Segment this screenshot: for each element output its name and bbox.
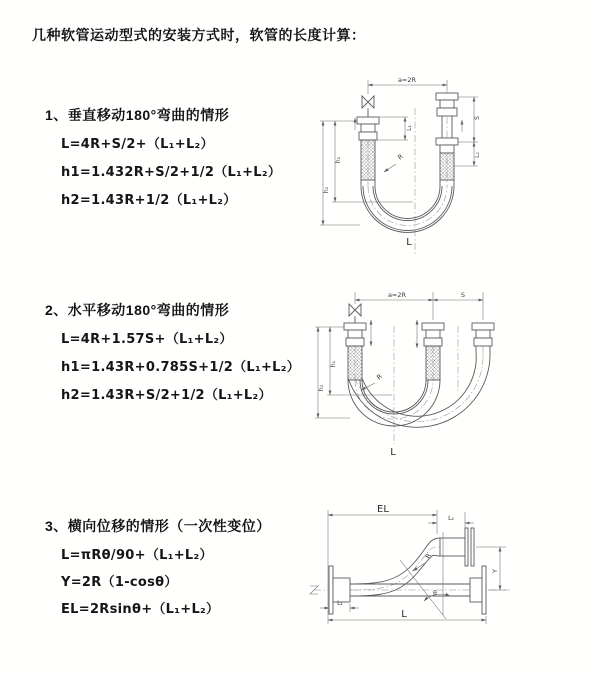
formula-s2-L: L=4R+1.57S+（L₁+L₂）: [61, 332, 233, 347]
dim-label-y: Y: [491, 569, 499, 573]
d3-radius-callout: [413, 552, 433, 571]
dim-label-L: L: [401, 609, 407, 620]
d1-dim-a2r: [368, 76, 447, 94]
d3-dim-el: [328, 504, 437, 624]
d2-left-pipe: [344, 323, 366, 380]
dim-label-l2: L₂: [474, 152, 481, 158]
dim-label-a2r: a=2R: [387, 291, 407, 299]
formula-s1-L: L=4R+S/2+（L₁+L₂）: [61, 137, 214, 152]
dim-label-L: L: [406, 237, 412, 248]
formula-s1-h2: h2=1.43R+1/2（L₁+L₂）: [61, 193, 237, 208]
dim-label-L: L: [390, 447, 396, 458]
formula-s1-h1: h1=1.432R+S/2+1/2（L₁+L₂）: [61, 165, 282, 180]
dim-label-l2: L₂: [448, 515, 454, 522]
d3-hose-curve: [350, 538, 440, 596]
formula-s3-L: L=πRθ/90+（L₁+L₂）: [61, 548, 213, 563]
formula-s2-h1: h1=1.43R+0.785S+1/2（L₁+L₂）: [61, 360, 301, 375]
d1-left-pipe: [357, 117, 379, 186]
dim-label-l1: L₁: [406, 125, 413, 131]
d1-dim-l1: [377, 117, 413, 140]
dim-label-h2: h₂: [323, 186, 330, 194]
d3-dim-l: [328, 609, 486, 624]
d1-right-pipe: [436, 93, 458, 186]
dim-label-theta: θ: [433, 590, 437, 597]
diagram-horizontal-180-bend: [305, 280, 595, 460]
d1-centerlines: [368, 90, 447, 254]
d2-valve-icon: [349, 304, 361, 323]
d2-hose-bends: [348, 352, 490, 427]
dim-label-s: S: [460, 291, 466, 299]
dim-label-h1: h₁: [335, 156, 342, 164]
d3-upper-fitting: [440, 528, 474, 566]
section-3-heading: 3、横向位移的情形（一次性变位）: [45, 518, 271, 534]
d2-centerlines: [355, 326, 483, 444]
diagram-vertical-180-bend: [310, 68, 590, 258]
section-2-heading: 2、水平移动180°弯曲的情形: [45, 302, 230, 318]
d3-dim-l1: [320, 600, 359, 612]
dim-label-r: R: [423, 552, 433, 560]
d2-dims-top: [355, 291, 483, 320]
formula-s3-EL: EL=2Rsinθ+（L₁+L₂）: [61, 602, 220, 617]
d2-middle-pipe: [422, 323, 444, 380]
dim-label-a2r: a=2R: [397, 76, 417, 84]
d1-valve-icon: [362, 96, 374, 117]
d2-radius-callout: [361, 372, 384, 390]
dim-label-h1: h₁: [330, 360, 337, 368]
d1-radius-callout: [384, 152, 405, 172]
dim-label-r: R: [396, 152, 405, 162]
formula-s2-h2: h2=1.43R+S/2+1/2（L₁+L₂）: [61, 388, 272, 403]
dim-label-l1: L₁: [337, 600, 343, 607]
d3-dim-l2: [428, 512, 474, 528]
dim-label-h2: h₂: [318, 384, 325, 392]
d3-right-fitting: [470, 566, 486, 614]
dim-label-s: S: [474, 116, 481, 120]
diagram-lateral-displacement: [300, 500, 600, 660]
d1-hose-bend: [361, 186, 454, 232]
section-1-heading: 1、垂直移动180°弯曲的情形: [45, 107, 230, 123]
formula-s3-Y: Y=2R（1-cosθ）: [61, 575, 178, 590]
page-title: 几种软管运动型式的安装方式时，软管的长度计算：: [32, 27, 366, 43]
dim-label-r: R: [375, 372, 384, 382]
d1-dims-right: [454, 97, 481, 166]
dim-label-el: EL: [377, 504, 389, 515]
